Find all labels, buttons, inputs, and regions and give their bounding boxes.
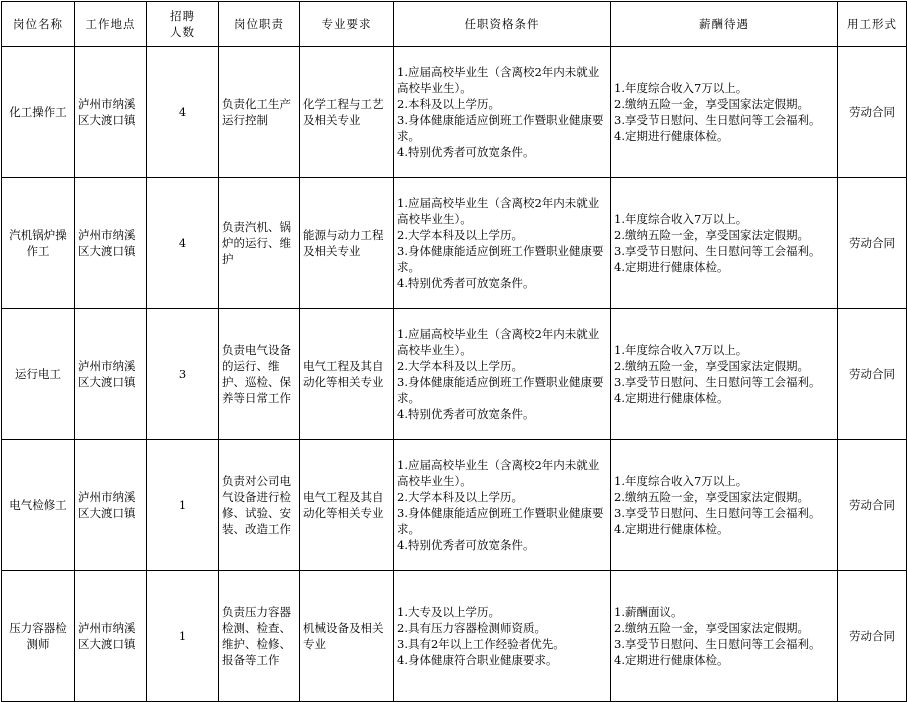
duty-cell: 负责电气设备的运行、维护、巡检、保养等日常工作 [219, 309, 300, 440]
location-cell: 泸州市纳溪区大渡口镇 [75, 47, 147, 178]
header-major: 专业要求 [300, 2, 394, 47]
list-item: 2.缴纳五险一金，享受国家法定假期。 [614, 97, 809, 111]
position-name-cell: 电气检修工 [2, 440, 75, 571]
list-item: 1.应届高校毕业生（含离校2年内未就业高校毕业生）。 [397, 65, 600, 95]
major-cell: 化学工程与工艺及相关专业 [300, 47, 394, 178]
list-item: 1.大专及以上学历。 [397, 605, 500, 619]
count-cell: 4 [147, 178, 219, 309]
major-cell: 能源与动力工程及相关专业 [300, 178, 394, 309]
major-cell: 机械设备及相关专业 [300, 571, 394, 702]
position-name-cell: 压力容器检测师 [2, 571, 75, 702]
position-name-cell: 汽机锅炉操作工 [2, 178, 75, 309]
list-item: 1.年度综合收入7万以上。 [614, 81, 748, 95]
list-item: 3.身体健康能适应倒班工作暨职业健康要求。 [397, 244, 604, 274]
list-item: 3.享受节日慰问、生日慰问等工会福利。 [614, 244, 821, 258]
list-item: 4.特别优秀者可放宽条件。 [397, 145, 535, 159]
list-item: 3.身体健康能适应倒班工作暨职业健康要求。 [397, 375, 604, 405]
list-item: 3.具有2年以上工作经验者优先。 [397, 637, 565, 651]
list-item: 1.年度综合收入7万以上。 [614, 343, 748, 357]
list-item: 1.薪酬面议。 [614, 605, 683, 619]
header-count-line-2: 人数 [170, 25, 195, 39]
count-cell: 4 [147, 47, 219, 178]
qualifications-cell [394, 440, 611, 571]
header-duty: 岗位职责 [219, 2, 300, 47]
list-item: 2.本科及以上学历。 [397, 97, 500, 111]
list-item: 2.大学本科及以上学历。 [397, 490, 523, 504]
list-item: 4.定期进行健康体检。 [614, 391, 729, 405]
salary-cell [611, 309, 838, 440]
table-row [2, 178, 907, 309]
count-cell: 3 [147, 309, 219, 440]
table-row [2, 440, 907, 571]
list-item: 3.享受节日慰问、生日慰问等工会福利。 [614, 113, 821, 127]
list-item: 3.享受节日慰问、生日慰问等工会福利。 [614, 637, 821, 651]
location-cell: 泸州市纳溪区大渡口镇 [75, 309, 147, 440]
qualifications-cell [394, 47, 611, 178]
duty-cell: 负责对公司电气设备进行检修、试验、安装、改造工作 [219, 440, 300, 571]
header-employment-form: 用工形式 [838, 2, 907, 47]
qualifications-cell [394, 571, 611, 702]
recruitment-table [1, 1, 907, 702]
list-item: 4.身体健康符合职业健康要求。 [397, 653, 558, 667]
list-item: 2.大学本科及以上学历。 [397, 359, 523, 373]
header-row [2, 2, 907, 47]
list-item: 4.定期进行健康体检。 [614, 653, 729, 667]
major-cell: 电气工程及其自动化等相关专业 [300, 309, 394, 440]
salary-cell [611, 178, 838, 309]
header-salary: 薪酬待遇 [611, 2, 838, 47]
list-item: 4.特别优秀者可放宽条件。 [397, 276, 535, 290]
list-item: 2.具有压力容器检测师资质。 [397, 621, 546, 635]
header-position-name: 岗位名称 [2, 2, 75, 47]
employment-form-cell: 劳动合同 [838, 178, 907, 309]
list-item: 2.缴纳五险一金，享受国家法定假期。 [614, 359, 809, 373]
count-cell: 1 [147, 571, 219, 702]
table-row [2, 571, 907, 702]
location-cell: 泸州市纳溪区大渡口镇 [75, 440, 147, 571]
location-cell: 泸州市纳溪区大渡口镇 [75, 571, 147, 702]
location-cell: 泸州市纳溪区大渡口镇 [75, 178, 147, 309]
list-item: 3.身体健康能适应倒班工作暨职业健康要求。 [397, 506, 604, 536]
list-item: 2.缴纳五险一金，享受国家法定假期。 [614, 621, 809, 635]
employment-form-cell: 劳动合同 [838, 47, 907, 178]
salary-cell [611, 440, 838, 571]
list-item: 4.定期进行健康体检。 [614, 260, 729, 274]
count-cell: 1 [147, 440, 219, 571]
list-item: 4.定期进行健康体检。 [614, 522, 729, 536]
salary-cell [611, 571, 838, 702]
list-item: 4.定期进行健康体检。 [614, 129, 729, 143]
employment-form-cell: 劳动合同 [838, 309, 907, 440]
header-count-line-1: 招聘 [170, 9, 195, 23]
salary-cell [611, 47, 838, 178]
position-name-cell: 运行电工 [2, 309, 75, 440]
header-location: 工作地点 [75, 2, 147, 47]
list-item: 2.大学本科及以上学历。 [397, 228, 523, 242]
position-name-cell: 化工操作工 [2, 47, 75, 178]
header-count [147, 2, 219, 47]
list-item: 1.年度综合收入7万以上。 [614, 212, 748, 226]
list-item: 2.缴纳五险一金，享受国家法定假期。 [614, 490, 809, 504]
duty-cell: 负责压力容器检测、检查、维护、检修、报备等工作 [219, 571, 300, 702]
header-qualifications: 任职资格条件 [394, 2, 611, 47]
employment-form-cell: 劳动合同 [838, 571, 907, 702]
list-item: 1.年度综合收入7万以上。 [614, 474, 748, 488]
table-row [2, 309, 907, 440]
qualifications-cell [394, 178, 611, 309]
qualifications-cell [394, 309, 611, 440]
list-item: 2.缴纳五险一金，享受国家法定假期。 [614, 228, 809, 242]
major-cell: 电气工程及其自动化等相关专业 [300, 440, 394, 571]
list-item: 4.特别优秀者可放宽条件。 [397, 538, 535, 552]
list-item: 3.享受节日慰问、生日慰问等工会福利。 [614, 506, 821, 520]
duty-cell: 负责化工生产运行控制 [219, 47, 300, 178]
list-item: 4.特别优秀者可放宽条件。 [397, 407, 535, 421]
list-item: 3.身体健康能适应倒班工作暨职业健康要求。 [397, 113, 604, 143]
list-item: 1.应届高校毕业生（含离校2年内未就业高校毕业生）。 [397, 458, 600, 488]
duty-cell: 负责汽机、锅炉的运行、维护 [219, 178, 300, 309]
list-item: 3.享受节日慰问、生日慰问等工会福利。 [614, 375, 821, 389]
list-item: 1.应届高校毕业生（含离校2年内未就业高校毕业生）。 [397, 196, 600, 226]
employment-form-cell: 劳动合同 [838, 440, 907, 571]
list-item: 1.应届高校毕业生（含离校2年内未就业高校毕业生）。 [397, 327, 600, 357]
table-row [2, 47, 907, 178]
